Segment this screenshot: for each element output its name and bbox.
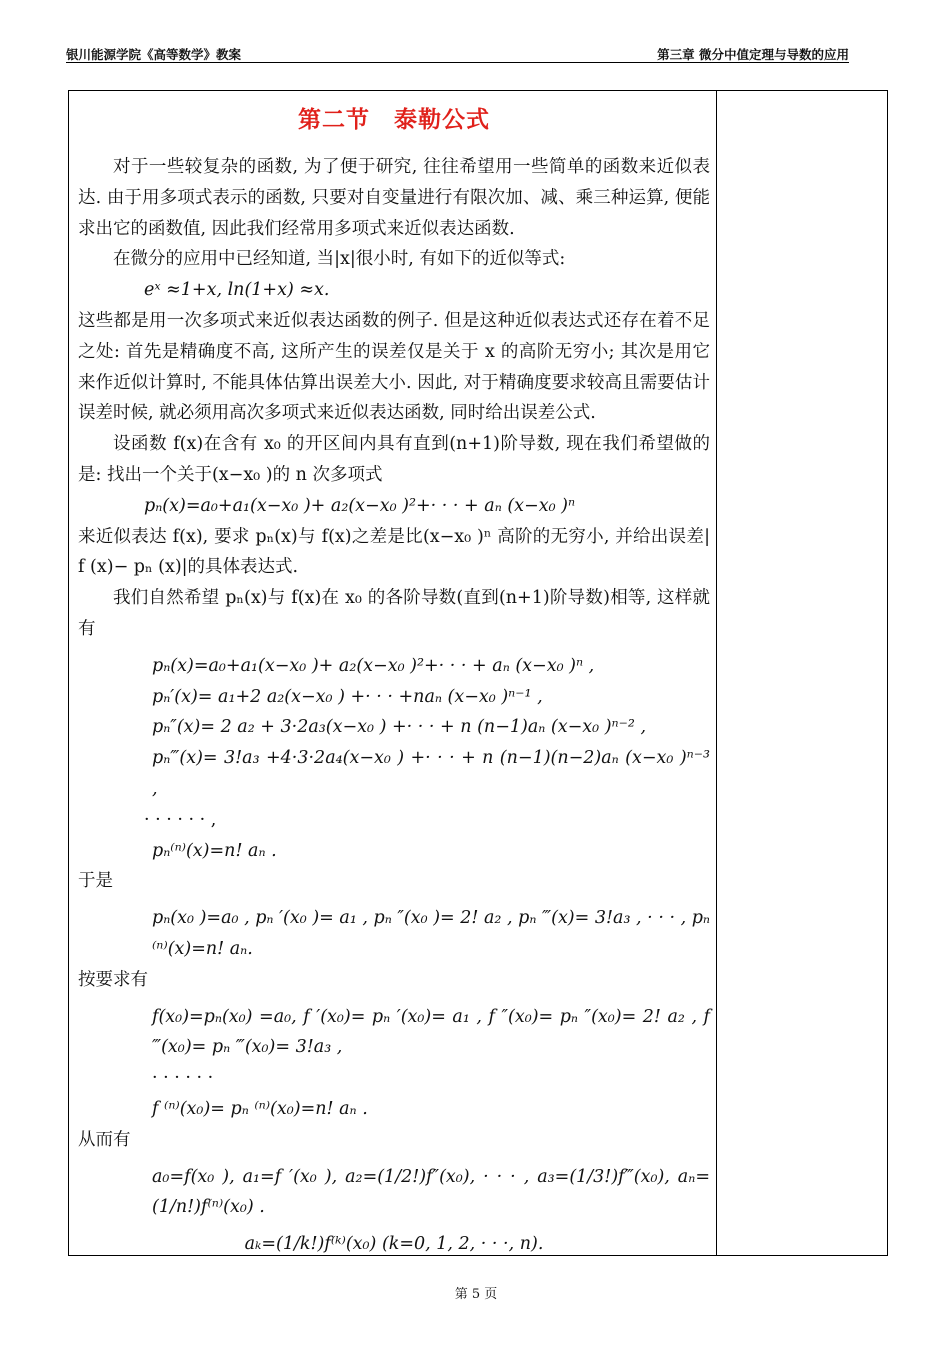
ellipsis: · · · · · ·	[152, 1068, 214, 1089]
section-title	[78, 100, 710, 140]
section-number: 第二节	[298, 107, 370, 133]
paragraph: 对于一些较复杂的函数, 为了便于研究, 往往希望用一些简单的函数来近似表达. 由于用多项式表示的函数, 只要对自变量进行有限次加、减、乘三种运算, 便能求出它的函数值, 因此我们经常用多项式来近似表达函数.	[78, 157, 710, 239]
page-number: 第 5 页	[454, 1287, 498, 1302]
formula: pₙ″(x)= 2 a₂ + 3·2a₃(x−x₀ ) +· · · + n (n−1)aₙ (x−x₀ )ⁿ⁻² ,	[152, 717, 647, 738]
section-name: 泰勒公式	[394, 107, 490, 133]
paragraph: 设函数 f(x)在含有 x₀ 的开区间内具有直到(n+1)阶导数, 现在我们希望做的是: 找出一个关于(x−x₀ )的 n 次多项式	[78, 434, 710, 485]
paragraph: 这些都是用一次多项式来近似表达函数的例子. 但是这种近似表达式还存在着不足之处: 首先是精确度不高, 这所产生的误差仅是关于 x 的高阶无穷小; 其次是用它来作近似计算时, 不能具体估算出误差大小. 因此, 对于精确度要求较高且需要估计误差时候, 就必须用高次多项式来近似表达函数, 同时给出误差公式.	[78, 310, 710, 424]
formula: pₙ(x₀ )=a₀ , pₙ ′(x₀ )= a₁ , pₙ ″(x₀ )= 2! a₂ , pₙ ‴(x)= 3!a₃ , · · · , pₙ ⁽ⁿ⁾(x)=n! aₙ.	[152, 908, 710, 959]
header-left: 银川能源学院《高等数学》教案	[66, 47, 242, 62]
paragraph: 按要求有	[78, 969, 148, 990]
formula: f ⁽ⁿ⁾(x₀)= pₙ ⁽ⁿ⁾(x₀)=n! aₙ .	[152, 1098, 368, 1119]
formula: f(x₀)=pₙ(x₀) =a₀, f ′(x₀)= pₙ ′(x₀)= a₁ , f ″(x₀)= pₙ ″(x₀)= 2! a₂ , f ‴(x₀)= pₙ ‴(x₀)= 3!a₃ ,	[152, 1006, 710, 1058]
formula: pₙ(x)=a₀+a₁(x−x₀ )+ a₂(x−x₀ )²+· · · + aₙ (x−x₀ )ⁿ	[144, 495, 576, 516]
formula: aₖ=(1/k!)f⁽ᵏ⁾(x₀) (k=0, 1, 2, · · ·, n).	[244, 1234, 544, 1255]
header-right: 第三章 微分中值定理与导数的应用	[657, 47, 849, 62]
formula: pₙ′(x)= a₁+2 a₂(x−x₀ ) +· · · +naₙ (x−x₀ )ⁿ⁻¹ ,	[152, 686, 543, 707]
paragraph: 来近似表达 f(x), 要求 pₙ(x)与 f(x)之差是比(x−x₀ )ⁿ 高阶的无穷小, 并给出误差| f (x)− pₙ (x)|的具体表达式.	[78, 526, 710, 578]
lecture-content	[78, 100, 710, 1260]
paragraph: 在微分的应用中已经知道, 当|x|很小时, 有如下的近似等式:	[113, 249, 566, 270]
page-header	[66, 44, 849, 63]
formula: eˣ ≈1+x, ln(1+x) ≈x.	[144, 280, 330, 301]
paragraph: 我们自然希望 pₙ(x)与 f(x)在 x₀ 的各阶导数(直到(n+1)阶导数)相等, 这样就有	[78, 588, 710, 639]
formula: pₙ(x)=a₀+a₁(x−x₀ )+ a₂(x−x₀ )²+· · · + aₙ (x−x₀ )ⁿ ,	[152, 655, 595, 676]
ellipsis: · · · · · · ,	[144, 809, 217, 830]
formula: pₙ‴(x)= 3!a₃ +4·3·2a₄(x−x₀ ) +· · · + n (n−1)(n−2)aₙ (x−x₀ )ⁿ⁻³ ,	[152, 748, 710, 799]
paragraph: 于是	[78, 871, 113, 892]
formula: pₙ⁽ⁿ⁾(x)=n! aₙ .	[152, 840, 277, 861]
margin-column-divider	[716, 90, 717, 1256]
paragraph: 从而有	[78, 1129, 131, 1150]
formula: a₀=f(x₀ ), a₁=f ′(x₀ ), a₂=(1/2!)f″(x₀), · · · , a₃=(1/3!)f‴(x₀), aₙ=(1/n!)f⁽ⁿ⁾(x₀) .	[152, 1166, 710, 1218]
